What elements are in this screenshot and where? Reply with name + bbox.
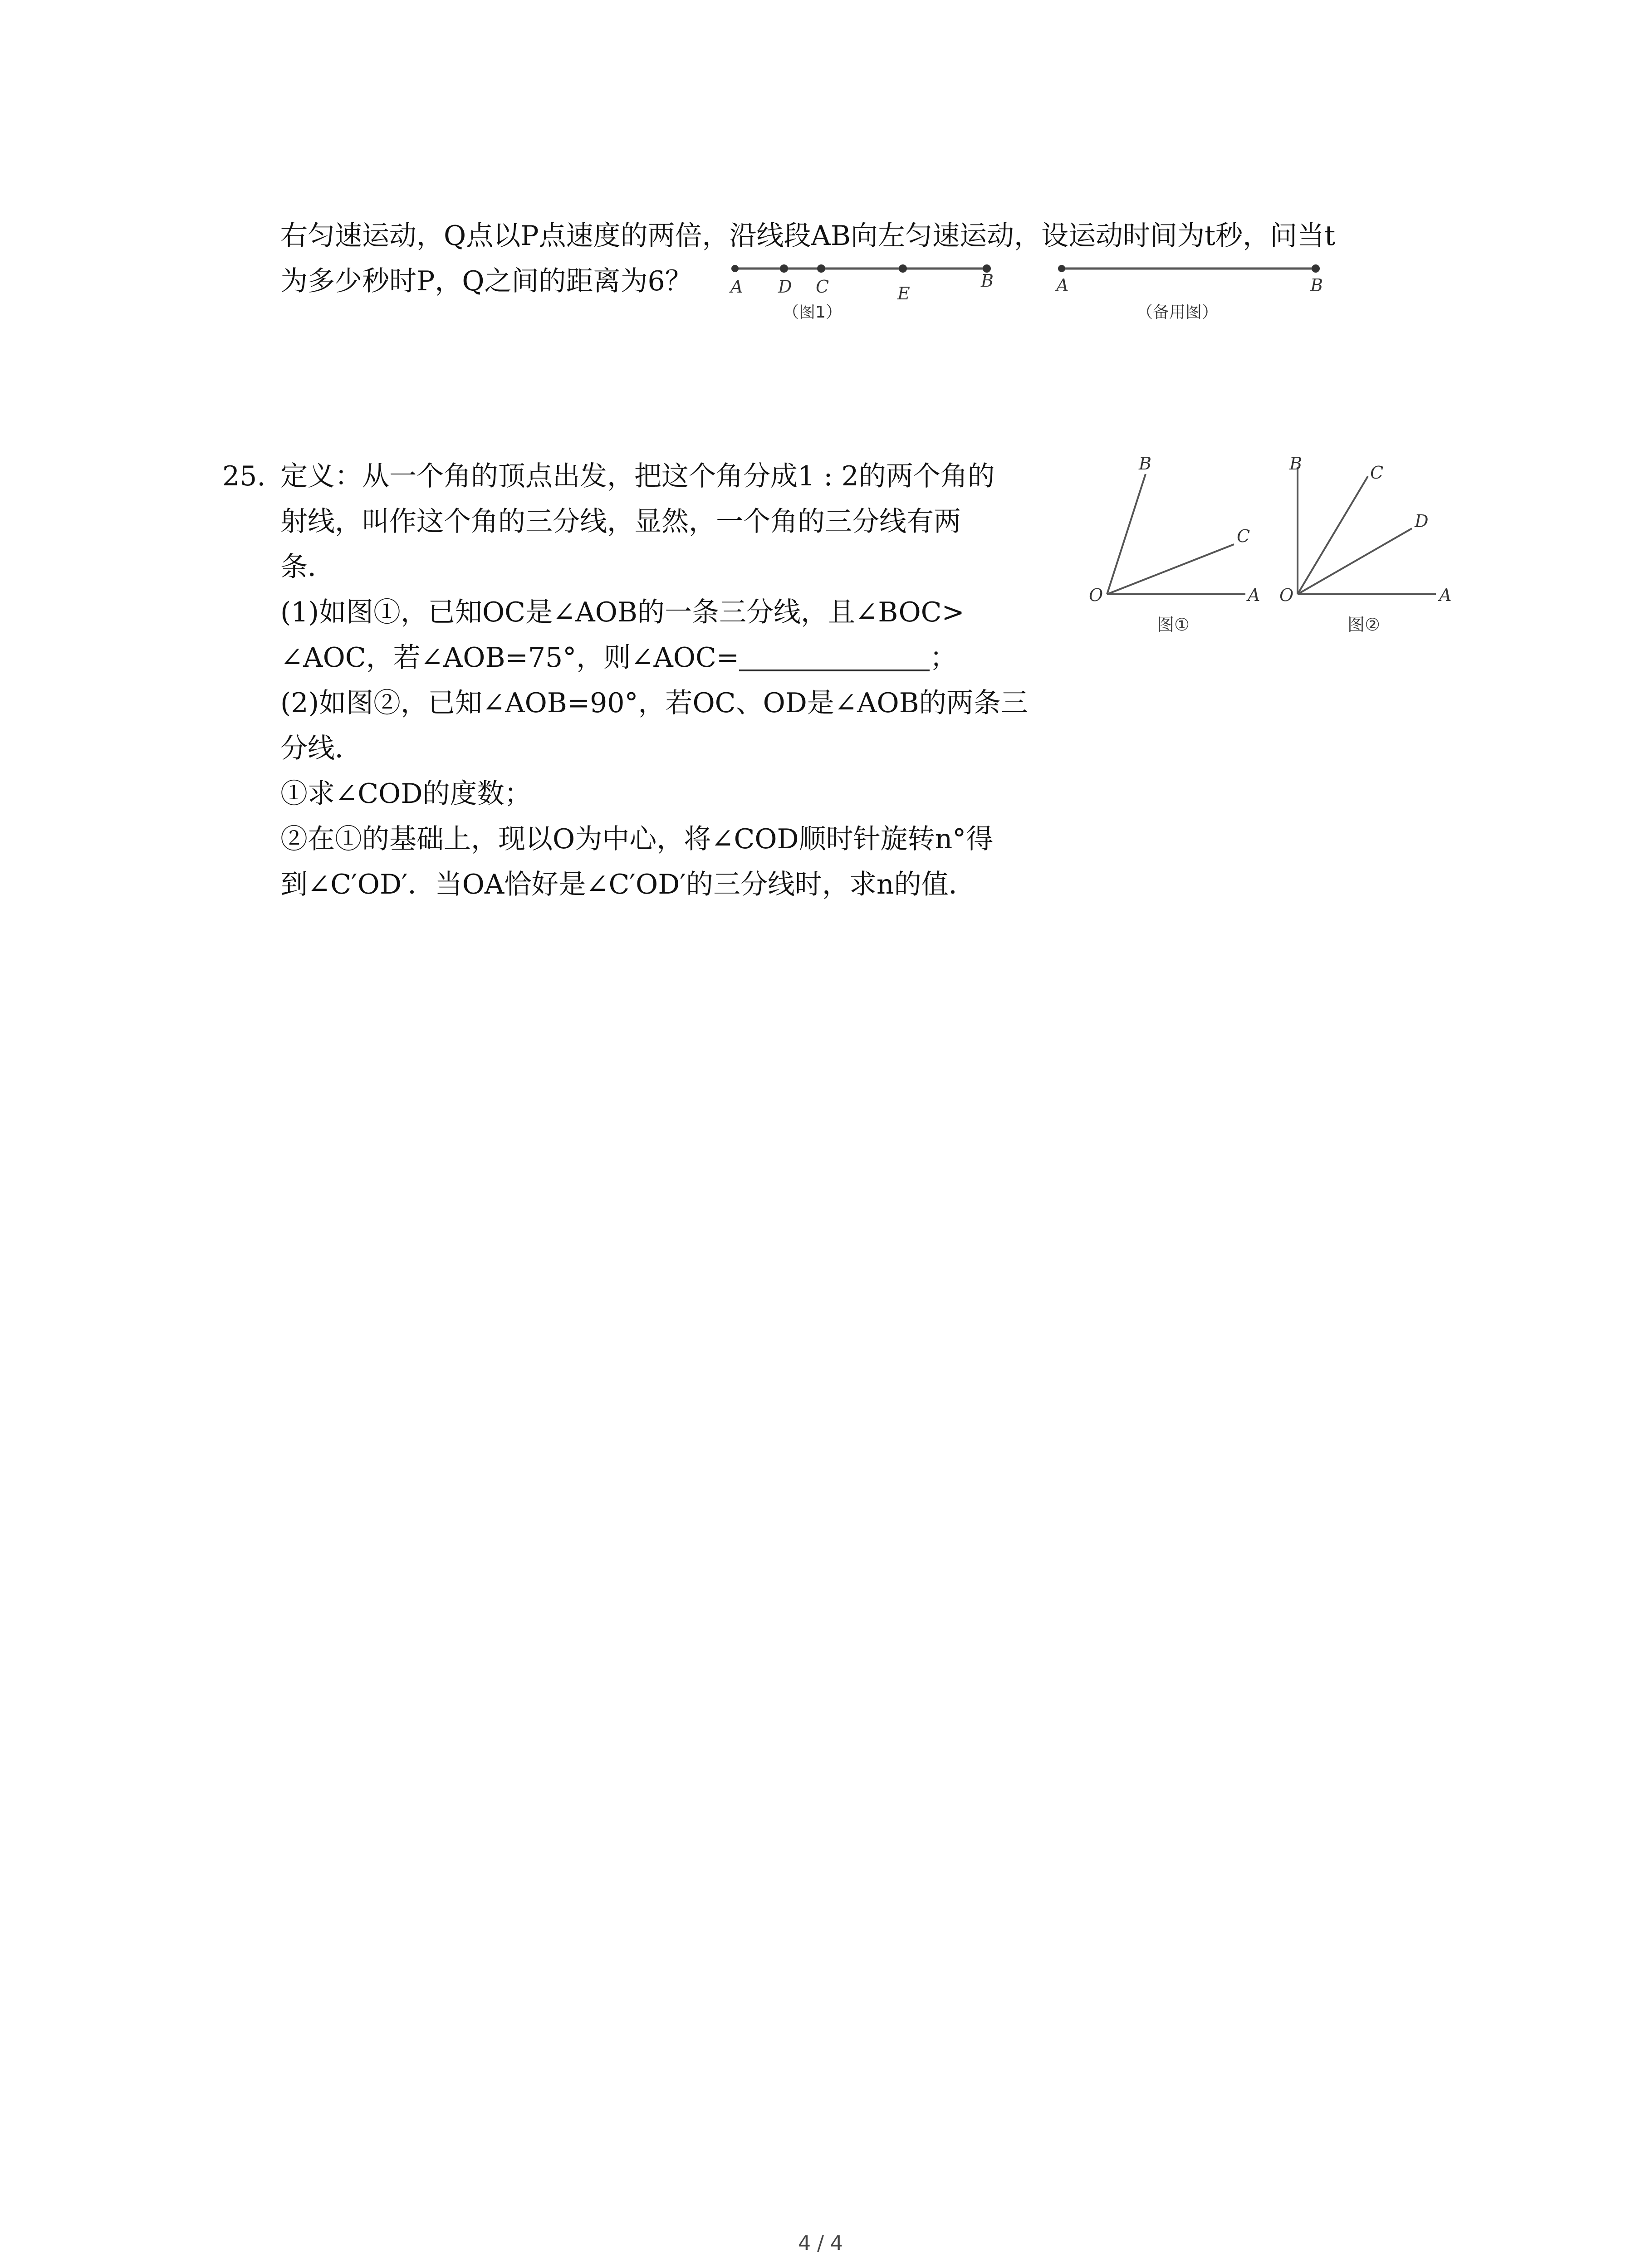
page-number: 4 / 4 (798, 2232, 843, 2255)
q25-figure-1 (1089, 449, 1279, 649)
q25-line-4: (1)如图①，已知OC是∠AOB的一条三分线，且∠BOC> (280, 596, 965, 628)
q25-line-6: (2)如图②，已知∠AOB=90°，若OC、OD是∠AOB的两条三 (280, 687, 1028, 719)
fig1-caption: （图1） (783, 303, 842, 322)
q25-line-1: 定义：从一个角的顶点出发，把这个角分成1 : 2的两个角的 (280, 460, 995, 492)
fig1-label-a: A (730, 277, 743, 297)
q25-number: 25. (222, 460, 266, 492)
fig-b-caption: 图② (1347, 615, 1381, 635)
q24-figure-spare (1043, 254, 1334, 327)
q25-line-5-text: ∠AOC，若∠AOB=75°，则∠AOC= (280, 642, 740, 674)
fig-a-label-c: C (1237, 526, 1250, 546)
fig-a-label-a: A (1248, 585, 1260, 605)
q24-text-line-2: 为多少秒时P，Q之间的距离为6？ (280, 265, 692, 297)
fig1-label-d: D (778, 277, 792, 297)
fig-a-label-b: B (1139, 454, 1151, 474)
fig-b-label-c: C (1370, 463, 1384, 483)
q24-figure-1 (726, 254, 1007, 327)
q25-line-5 (280, 640, 957, 676)
fig1-label-e: E (897, 284, 910, 303)
fig-b-label-o: O (1279, 585, 1294, 605)
spare-label-a: A (1056, 275, 1069, 295)
q25-line-3: 条． (280, 551, 335, 583)
fig-b-label-a: A (1439, 585, 1452, 605)
spare-label-b: B (1310, 275, 1323, 295)
fig-b-label-d: D (1415, 511, 1429, 531)
q25-line-2: 射线，叫作这个角的三分线，显然，一个角的三分线有两 (280, 506, 961, 538)
fig1-label-b: B (981, 271, 994, 291)
fig-a-label-o: O (1089, 585, 1103, 605)
q25-blank-suffix: ； (930, 642, 957, 674)
q25-line-10: 到∠C′OD′．当OA恰好是∠C′OD′的三分线时，求n的值． (280, 869, 976, 900)
answer-blank[interactable] (739, 642, 930, 671)
q24-text-line-1: 右匀速运动，Q点以P点速度的两倍，沿线段AB向左匀速运动，设运动时间为t秒，问当t (280, 220, 1336, 252)
fig-a-caption: 图① (1157, 615, 1190, 635)
fig1-label-c: C (816, 277, 829, 297)
q25-figure-2 (1279, 449, 1470, 649)
q25-line-7: 分线． (280, 733, 362, 764)
spare-caption: （备用图） (1136, 303, 1219, 322)
q25-line-8: ①求∠COD的度数； (280, 778, 532, 810)
fig-b-label-b: B (1289, 454, 1302, 474)
q25-line-9: ②在①的基础上，现以O为中心，将∠COD顺时针旋转n°得 (280, 823, 994, 855)
